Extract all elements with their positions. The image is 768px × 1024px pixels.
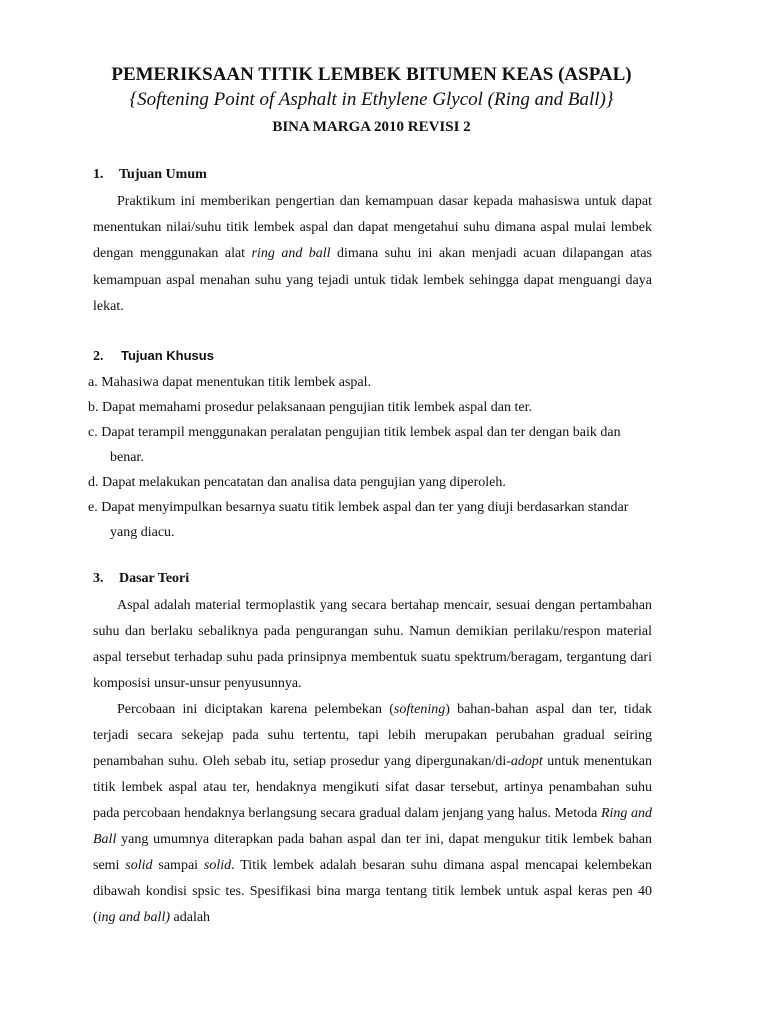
section-3-dasar-teori	[93, 569, 652, 931]
objective-list	[88, 370, 652, 545]
page-subtitle: {Softening Point of Asphalt in Ethylene Glycol (Ring and Ball)}	[129, 89, 614, 110]
text-run: yang umumnya diterapkan pada bahan aspal dan ter ini, dapat mengukur titik lembek bahan semi	[93, 832, 652, 874]
text-run: adalah	[170, 910, 211, 926]
section-title: Tujuan Khusus	[121, 348, 214, 364]
section-heading	[93, 569, 652, 589]
list-item: d. Dapat melakukan pencatatan dan analisa data pengujian yang diperoleh.	[88, 475, 506, 491]
emphasis-text: solid	[125, 858, 153, 874]
section-title: Dasar Teori	[119, 571, 190, 587]
emphasis-text: adopt	[510, 754, 543, 770]
section-heading	[93, 346, 652, 367]
text-run: dimana suhu ini akan menjadi acuan dilapangan atas kemampuan aspal menahan suhu yang tejadi untuk tidak lembek sehingga dapat menguangi daya lekat.	[93, 246, 652, 314]
emphasis-text: Ring and Ball	[93, 806, 652, 848]
page-title: PEMERIKSAAN TITIK LEMBEK BITUMEN KEAS (ASPAL)	[111, 64, 632, 85]
list-item: a. Mahasiwa dapat menentukan titik lembek aspal.	[88, 375, 372, 391]
section-title: Tujuan Umum	[119, 167, 207, 182]
text-run: ) bahan-bahan aspal dan ter, tidak terjadi secara sekejap pada suhu tertentu, tapi lebih merupakan perubahan gradual seiring penambahan suhu. Oleh sebab itu, setiap prosedur yang dipergunakan/di-	[93, 702, 653, 770]
section-number: 3.	[93, 571, 104, 587]
section-heading	[93, 165, 652, 185]
text-run: Praktikum ini memberikan pengertian dan kemampuan dasar kepada mahasiswa untuk dapat menentukan nilai/suhu titik lembek aspal dan dapat mengetahui suhu dimana aspal mulai lembek dengan menggunakan alat	[93, 194, 652, 262]
list-item: b. Dapat memahami prosedur pelaksanaan pengujian titik lembek aspal dan ter.	[88, 400, 532, 416]
paragraph	[93, 189, 652, 320]
text-run: untuk menentukan titik lembek aspal atau ter, hendaknya mengikuti sifat dasar tersebut, artinya penambahan suhu pada percobaan hendaknya berlangsung secara gradual dalam jenjang yang halus. Metoda	[93, 754, 652, 822]
emphasis-text: softening	[393, 702, 446, 718]
emphasis-text: solid	[203, 858, 232, 874]
paragraph: Aspal adalah material termoplastik yang secara bertahap mencair, sesuai dengan pertambahan suhu dan berlaku sebaliknya pada pengurangan suhu. Namun demikian perilaku/respon material aspal tersebut terhadap suhu pada prinsipnya membentuk suatu spektrum/beragam, tergantung dari komposisi unsur-unsur penyusunnya.	[93, 598, 652, 692]
list-item: e. Dapat menyimpulkan besarnya suatu titik lembek aspal dan ter yang diuji berdasarkan standar yang diacu.	[88, 500, 629, 541]
title-block	[91, 63, 652, 139]
text-run: . Titik lembek adalah besaran suhu dimana aspal mencapai kelembekan dibawah kondisi spsic tes. Spesifikasi bina marga tentang titik lembek untuk aspal keras pen 40 (	[93, 858, 652, 926]
standard-reference: BINA MARGA 2010 REVISI 2	[272, 119, 471, 135]
section-number: 1.	[93, 167, 104, 182]
text-run: sampai	[152, 858, 204, 874]
list-item: c. Dapat terampil menggunakan peralatan pengujian titik lembek aspal dan ter dengan baik dan benar.	[88, 425, 621, 466]
section-2-khusus	[88, 346, 652, 545]
paragraph	[93, 697, 652, 931]
emphasis-text: ring and ball	[251, 246, 331, 262]
section-1-umum	[93, 165, 652, 320]
emphasis-text: ing and ball)	[97, 910, 171, 926]
text-run: Percobaan ini diciptakan karena pelembekan (	[117, 702, 394, 718]
section-number: 2.	[93, 349, 104, 365]
